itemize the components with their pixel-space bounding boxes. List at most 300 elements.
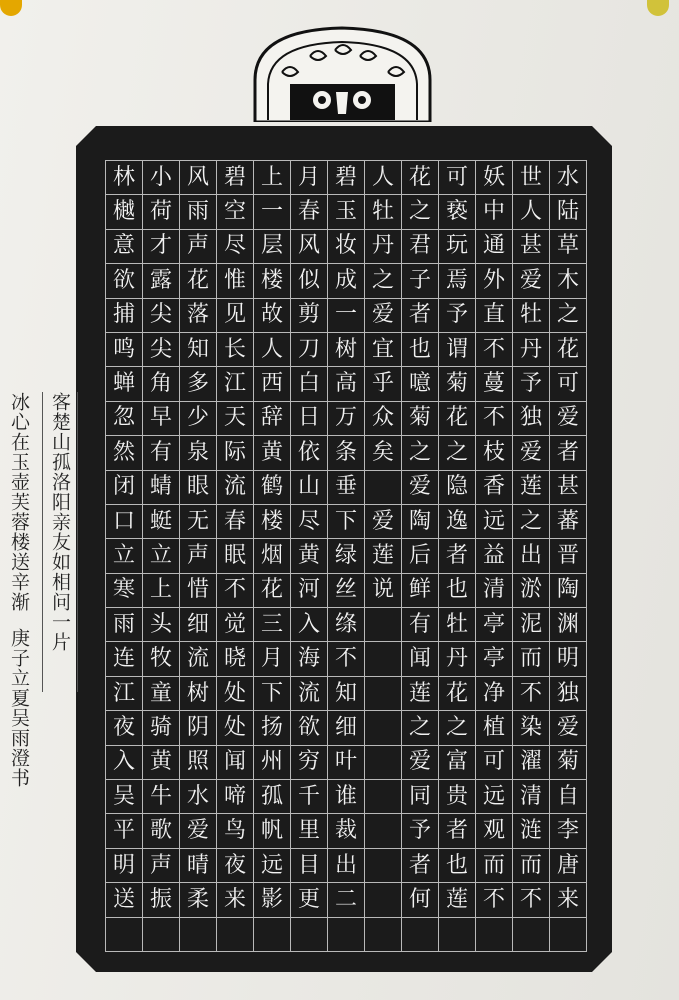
grid-cell [106,918,143,952]
grid-cell: 黄 [291,539,328,573]
grid-cell: 也 [402,333,439,367]
grid-cell: 之 [402,195,439,229]
grid-cell: 不 [513,883,550,917]
grid-cell: 甚 [513,230,550,264]
grid-cell: 来 [550,883,587,917]
grid-cell: 晓 [217,642,254,676]
grid-cell: 鹤 [254,471,291,505]
grid-cell: 惜 [180,574,217,608]
grid-cell [365,918,402,952]
grid-cell: 泥 [513,608,550,642]
grid-cell: 眼 [180,471,217,505]
grid-cell: 莲 [402,677,439,711]
grid-cell [217,918,254,952]
grid-cell: 来 [217,883,254,917]
grid-cell: 烟 [254,539,291,573]
grid-cell: 欲 [106,264,143,298]
grid-cell: 河 [291,574,328,608]
grid-cell [365,711,402,745]
grid-cell: 风 [180,161,217,195]
grid-cell: 裁 [328,814,365,848]
grid-cell: 之 [365,264,402,298]
grid-cell: 木 [550,264,587,298]
grid-cell: 里 [291,814,328,848]
grid-cell: 童 [143,677,180,711]
grid-cell: 直 [476,299,513,333]
grid-cell: 玩 [439,230,476,264]
grid-cell: 何 [402,883,439,917]
grid-cell: 小 [143,161,180,195]
grid-cell: 予 [513,367,550,401]
grid-cell: 涟 [513,814,550,848]
grid-cell: 楼 [254,264,291,298]
grid-cell: 者 [550,436,587,470]
grid-cell: 菊 [402,402,439,436]
grid-cell: 晴 [180,849,217,883]
grid-cell: 爱 [402,471,439,505]
grid-cell: 空 [217,195,254,229]
grid-cell: 李 [550,814,587,848]
grid-cell: 树 [180,677,217,711]
grid-cell: 风 [291,230,328,264]
grid-cell: 不 [476,333,513,367]
grid-cell: 人 [365,161,402,195]
grid-cell: 植 [476,711,513,745]
grid-cell: 爱 [513,436,550,470]
grid-cell: 林 [106,161,143,195]
grid-cell: 连 [106,642,143,676]
grid-cell: 碧 [328,161,365,195]
grid-cell: 更 [291,883,328,917]
grid-cell: 江 [217,367,254,401]
grid-cell: 樾 [106,195,143,229]
grid-cell: 一 [328,299,365,333]
grid-cell [365,780,402,814]
grid-cell: 唐 [550,849,587,883]
grid-cell: 尽 [291,505,328,539]
grid-cell: 牧 [143,642,180,676]
grid-cell: 寒 [106,574,143,608]
grid-cell: 陶 [402,505,439,539]
grid-cell: 牡 [513,299,550,333]
grid-cell: 爱 [550,711,587,745]
grid-cell: 月 [291,161,328,195]
grid-cell: 扬 [254,711,291,745]
grid-cell: 亵 [439,195,476,229]
grid-cell: 影 [254,883,291,917]
grid-cell: 之 [550,299,587,333]
grid-cell: 黄 [254,436,291,470]
grid-cell: 之 [402,436,439,470]
grid-cell: 入 [106,746,143,780]
grid-cell [439,918,476,952]
grid-cell: 月 [254,642,291,676]
grid-cell: 世 [513,161,550,195]
grid-cell: 独 [550,677,587,711]
grid-cell: 平 [106,814,143,848]
grid-cell: 花 [550,333,587,367]
grid-cell: 剪 [291,299,328,333]
grid-cell: 处 [217,711,254,745]
grid-cell: 菊 [439,367,476,401]
grid-cell [365,883,402,917]
grid-cell: 惟 [217,264,254,298]
grid-cell: 万 [328,402,365,436]
grid-cell: 观 [476,814,513,848]
grid-cell: 花 [439,402,476,436]
grid-cell: 亭 [476,608,513,642]
grid-cell: 丹 [365,230,402,264]
grid-cell [365,849,402,883]
grid-cell: 条 [328,436,365,470]
grid-cell: 逸 [439,505,476,539]
grid-cell [365,642,402,676]
grid-cell: 夜 [217,849,254,883]
grid-cell: 吴 [106,780,143,814]
grid-cell: 说 [365,574,402,608]
grid-cell: 染 [513,711,550,745]
grid-cell: 而 [513,849,550,883]
grid-cell: 牛 [143,780,180,814]
grid-cell: 成 [328,264,365,298]
grid-cell: 通 [476,230,513,264]
grid-cell: 明 [550,642,587,676]
grid-cell: 菊 [550,746,587,780]
grid-cell: 流 [180,642,217,676]
grid-cell: 晋 [550,539,587,573]
grid-cell: 一 [254,195,291,229]
grid-cell: 泉 [180,436,217,470]
grid-cell: 歌 [143,814,180,848]
grid-cell: 隐 [439,471,476,505]
grid-cell: 流 [291,677,328,711]
grid-cell: 者 [402,299,439,333]
grid-cell: 早 [143,402,180,436]
grid-cell [143,918,180,952]
side-signature-text: 冰心在玉壶芙蓉楼送辛渐 [8,392,30,612]
grid-cell: 丝 [328,574,365,608]
grid-cell: 山 [291,471,328,505]
grid-cell: 蜓 [143,505,180,539]
grid-cell: 爱 [513,264,550,298]
grid-cell: 高 [328,367,365,401]
grid-cell: 自 [550,780,587,814]
grid-cell: 西 [254,367,291,401]
grid-cell: 声 [143,849,180,883]
grid-cell: 帆 [254,814,291,848]
grid-cell [254,918,291,952]
grid-cell: 谓 [439,333,476,367]
grid-cell: 上 [254,161,291,195]
grid-cell: 树 [328,333,365,367]
grid-cell: 花 [439,677,476,711]
grid-cell: 欲 [291,711,328,745]
grid-cell: 处 [217,677,254,711]
grid-cell: 眠 [217,539,254,573]
grid-cell: 不 [513,677,550,711]
grid-cell: 立 [106,539,143,573]
grid-cell: 依 [291,436,328,470]
grid-cell: 净 [476,677,513,711]
grid-cell: 鸟 [217,814,254,848]
grid-cell: 之 [402,711,439,745]
grid-cell: 不 [476,883,513,917]
grid-cell: 之 [439,436,476,470]
grid-cell: 下 [328,505,365,539]
grid-cell: 可 [439,161,476,195]
grid-cell: 有 [402,608,439,642]
grid-cell [513,918,550,952]
grid-cell: 闻 [217,746,254,780]
grid-cell: 人 [513,195,550,229]
grid-cell: 不 [328,642,365,676]
grid-cell: 刀 [291,333,328,367]
grid-cell: 立 [143,539,180,573]
grid-cell: 益 [476,539,513,573]
grid-cell: 渊 [550,608,587,642]
grid-cell: 才 [143,230,180,264]
grid-cell [402,918,439,952]
grid-cell: 声 [180,539,217,573]
grid-cell: 然 [106,436,143,470]
grid-cell: 辞 [254,402,291,436]
grid-cell [365,746,402,780]
grid-cell: 乎 [365,367,402,401]
grid-cell: 陶 [550,574,587,608]
grid-cell: 焉 [439,264,476,298]
grid-cell: 春 [217,505,254,539]
grid-cell: 爱 [180,814,217,848]
grid-cell: 外 [476,264,513,298]
grid-cell: 而 [476,849,513,883]
grid-cell: 露 [143,264,180,298]
grid-cell [365,814,402,848]
grid-cell: 日 [291,402,328,436]
grid-cell: 闻 [402,642,439,676]
grid-cell: 众 [365,402,402,436]
grid-cell: 见 [217,299,254,333]
grid-cell: 际 [217,436,254,470]
grid-cell: 者 [439,814,476,848]
grid-cell: 也 [439,849,476,883]
grid-cell: 下 [254,677,291,711]
grid-cell: 江 [106,677,143,711]
grid-cell: 目 [291,849,328,883]
grid-cell: 可 [550,367,587,401]
grid-cell: 清 [476,574,513,608]
grid-cell: 水 [550,161,587,195]
grid-cell: 噫 [402,367,439,401]
grid-cell: 觉 [217,608,254,642]
grid-cell: 垂 [328,471,365,505]
grid-cell: 者 [402,849,439,883]
grid-cell: 人 [254,333,291,367]
grid-cell: 尽 [217,230,254,264]
grid-cell: 天 [217,402,254,436]
grid-cell: 莲 [513,471,550,505]
grid-cell: 花 [254,574,291,608]
grid-cell: 淤 [513,574,550,608]
grid-cell: 送 [106,883,143,917]
grid-cell: 也 [439,574,476,608]
grid-cell: 出 [513,539,550,573]
grid-cell: 远 [476,780,513,814]
grid-cell: 贵 [439,780,476,814]
grid-cell: 黄 [143,746,180,780]
grid-cell: 香 [476,471,513,505]
grid-cell: 花 [402,161,439,195]
grid-cell: 出 [328,849,365,883]
grid-cell: 之 [513,505,550,539]
grid-cell [291,918,328,952]
grid-cell: 入 [291,608,328,642]
grid-cell: 头 [143,608,180,642]
grid-cell: 爱 [550,402,587,436]
grid-cell [365,677,402,711]
grid-cell: 濯 [513,746,550,780]
grid-cell: 牡 [439,608,476,642]
grid-cell: 尖 [143,299,180,333]
grid-cell: 之 [439,711,476,745]
grid-cell: 阴 [180,711,217,745]
grid-cell: 无 [180,505,217,539]
grid-cell: 上 [143,574,180,608]
grid-cell: 细 [180,608,217,642]
grid-cell: 啼 [217,780,254,814]
side-inscription-text: 客楚山孤洛阳亲友如相问一片 [42,392,78,692]
grid-cell [328,918,365,952]
grid-cell: 长 [217,333,254,367]
grid-cell: 蝉 [106,367,143,401]
grid-cell: 细 [328,711,365,745]
grid-cell: 知 [180,333,217,367]
grid-cell: 水 [180,780,217,814]
grid-cell: 爱 [402,746,439,780]
grid-cell: 穷 [291,746,328,780]
grid-cell: 予 [402,814,439,848]
calligraphy-grid [105,160,587,952]
grid-cell: 枝 [476,436,513,470]
grid-cell: 丹 [439,642,476,676]
grid-cell [365,471,402,505]
grid-cell: 有 [143,436,180,470]
grid-cell: 子 [402,264,439,298]
grid-cell: 叶 [328,746,365,780]
grid-cell: 远 [254,849,291,883]
grid-cell [180,918,217,952]
grid-cell: 雨 [180,195,217,229]
grid-cell: 声 [180,230,217,264]
grid-cell: 亭 [476,642,513,676]
grid-cell: 予 [439,299,476,333]
grid-cell: 清 [513,780,550,814]
grid-cell: 中 [476,195,513,229]
grid-cell: 落 [180,299,217,333]
grid-cell: 雨 [106,608,143,642]
grid-cell: 花 [180,264,217,298]
grid-cell: 不 [217,574,254,608]
grid-cell [365,608,402,642]
grid-cell: 丹 [513,333,550,367]
grid-cell: 闭 [106,471,143,505]
grid-cell: 独 [513,402,550,436]
grid-cell: 矣 [365,436,402,470]
grid-cell: 千 [291,780,328,814]
grid-cell: 同 [402,780,439,814]
grid-cell: 州 [254,746,291,780]
grid-cell: 流 [217,471,254,505]
grid-cell: 爱 [365,505,402,539]
grid-cell: 海 [291,642,328,676]
grid-cell: 楼 [254,505,291,539]
grid-cell: 蜻 [143,471,180,505]
grid-cell: 故 [254,299,291,333]
grid-cell: 孤 [254,780,291,814]
bronze-ornament-header [250,22,435,122]
grid-cell: 富 [439,746,476,780]
grid-cell: 草 [550,230,587,264]
grid-cell: 绿 [328,539,365,573]
grid-cell: 蔓 [476,367,513,401]
grid-cell: 妆 [328,230,365,264]
grid-cell: 层 [254,230,291,264]
grid-cell: 者 [439,539,476,573]
grid-cell: 鸣 [106,333,143,367]
grid-cell: 捕 [106,299,143,333]
grid-cell: 似 [291,264,328,298]
grid-cell: 口 [106,505,143,539]
grid-cell: 角 [143,367,180,401]
grid-cell: 三 [254,608,291,642]
side-date-signature-text: 庚子立夏吴雨澄书 [8,628,30,788]
grid-cell: 荷 [143,195,180,229]
grid-cell: 忽 [106,402,143,436]
grid-cell: 尖 [143,333,180,367]
grid-cell: 陆 [550,195,587,229]
grid-cell: 可 [476,746,513,780]
grid-cell: 甚 [550,471,587,505]
grid-cell: 柔 [180,883,217,917]
grid-cell: 意 [106,230,143,264]
grid-cell: 玉 [328,195,365,229]
grid-cell: 绦 [328,608,365,642]
grid-cell: 不 [476,402,513,436]
grid-cell: 爱 [365,299,402,333]
grid-cell: 少 [180,402,217,436]
grid-cell [476,918,513,952]
grid-cell: 二 [328,883,365,917]
grid-cell: 宜 [365,333,402,367]
grid-cell: 知 [328,677,365,711]
grid-cell: 远 [476,505,513,539]
grid-cell: 蕃 [550,505,587,539]
grid-cell: 莲 [439,883,476,917]
grid-cell: 谁 [328,780,365,814]
grid-cell: 明 [106,849,143,883]
grid-cell: 多 [180,367,217,401]
grid-cell: 骑 [143,711,180,745]
grid-cell: 君 [402,230,439,264]
grid-cell: 而 [513,642,550,676]
grid-cell: 振 [143,883,180,917]
grid-cell: 白 [291,367,328,401]
grid-cell: 牡 [365,195,402,229]
grid-cell: 照 [180,746,217,780]
grid-cell: 碧 [217,161,254,195]
grid-cell: 后 [402,539,439,573]
grid-cell: 夜 [106,711,143,745]
grid-cell [550,918,587,952]
